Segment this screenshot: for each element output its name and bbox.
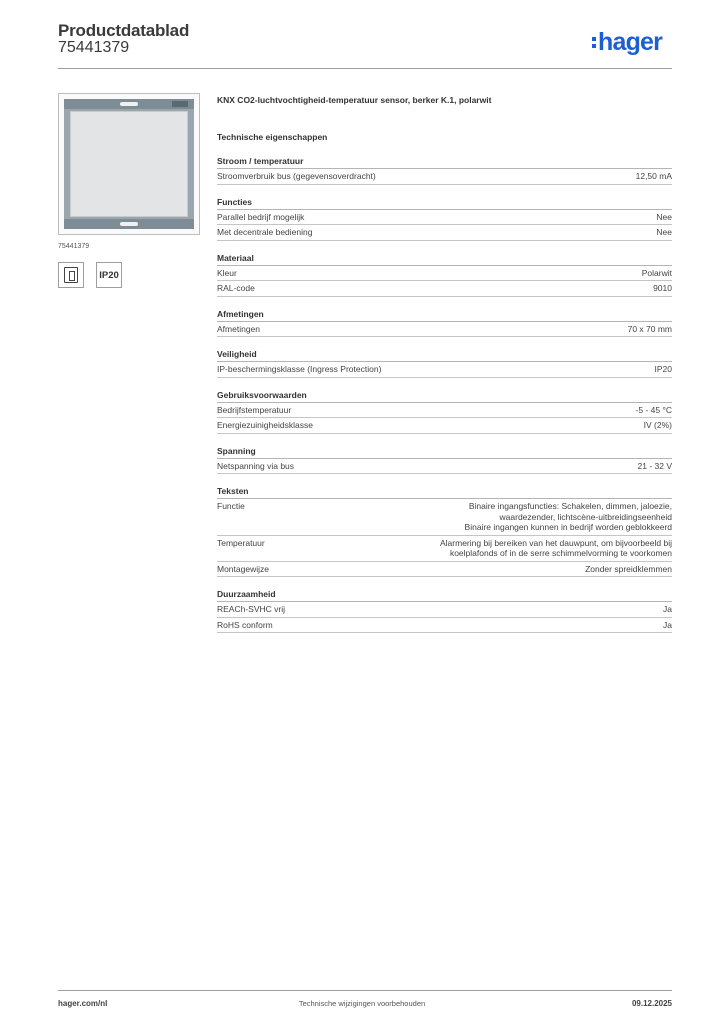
- property-label: RoHS conform: [217, 619, 273, 630]
- property-group: [217, 390, 672, 434]
- property-label: Netspanning via bus: [217, 460, 295, 471]
- property-label: Parallel bedrijf mogelijk: [217, 211, 305, 222]
- property-label: Met decentrale bediening: [217, 227, 313, 237]
- property-group: [217, 486, 672, 577]
- footer-disclaimer: Technische wijzigingen voorbehouden: [298, 999, 426, 1008]
- header-divider: [58, 68, 672, 69]
- section-heading: Technische eigenschappen: [217, 132, 328, 142]
- property-row: [217, 459, 672, 475]
- property-group: [217, 589, 672, 633]
- property-row: [217, 499, 672, 536]
- property-label: Afmetingen: [217, 323, 260, 334]
- property-value: 9010: [653, 283, 672, 293]
- property-row: [217, 602, 672, 618]
- property-value: 21 - 32 V: [637, 460, 672, 471]
- group-title: Afmetingen: [217, 309, 672, 322]
- group-title: Teksten: [217, 486, 672, 499]
- property-value: Alarmering bij bereiken van het dauwpunt, om bijvoorbeeld bij koelplafonds of in de serre schimmelvorming te voorkomen: [440, 537, 672, 558]
- property-value: IP20: [654, 364, 672, 374]
- property-value: Nee: [656, 227, 672, 237]
- property-value: 70 x 70 mm: [627, 323, 672, 334]
- property-group: [217, 446, 672, 475]
- group-title: Stroom / temperatuur: [217, 156, 672, 169]
- property-label: Bedrijfstemperatuur: [217, 404, 292, 415]
- group-title: Duurzaamheid: [217, 589, 672, 602]
- property-value: 12,50 mA: [635, 171, 672, 181]
- logo-dots-icon: [592, 37, 596, 48]
- specifications: [217, 95, 672, 633]
- property-row: [217, 362, 672, 378]
- property-value: Ja: [663, 604, 672, 614]
- property-row: [217, 210, 672, 226]
- knx-device-icon: [58, 262, 84, 288]
- property-row: [217, 536, 672, 562]
- article-number: 75441379: [58, 39, 130, 56]
- footer-website: hager.com/nl: [58, 999, 108, 1008]
- property-label: Energiezuinigheidsklasse: [217, 420, 313, 430]
- group-title: Gebruiksvoorwaarden: [217, 390, 672, 403]
- hager-logo: [592, 27, 662, 57]
- property-group: [217, 156, 672, 185]
- property-label: Montagewijze: [217, 563, 269, 574]
- property-row: [217, 169, 672, 185]
- property-value: Binaire ingangsfuncties: Schakelen, dimmen, jaloezie, waardezender, lichtscène-uitbreidingseenheid Binaire ingangen kunnen in bedrijf worden geblokkeerd: [464, 501, 672, 532]
- page-title: Productdatablad: [58, 21, 190, 40]
- product-description: KNX CO2-luchtvochtigheid-temperatuur sensor, berker K.1, polarwit: [217, 95, 492, 105]
- group-title: Materiaal: [217, 253, 672, 266]
- property-label: Stroomverbruik bus (gegevensoverdracht): [217, 171, 376, 181]
- image-caption: 75441379: [58, 243, 90, 250]
- property-value: Nee: [656, 211, 672, 222]
- property-label: Functie: [217, 501, 245, 511]
- group-title: Veiligheid: [217, 349, 672, 362]
- product-image: [58, 93, 200, 235]
- property-row: [217, 225, 672, 241]
- footer-divider: [58, 990, 672, 991]
- property-group: [217, 309, 672, 338]
- property-value: Ja: [663, 619, 672, 630]
- property-row: [217, 266, 672, 282]
- group-title: Spanning: [217, 446, 672, 459]
- property-group: [217, 349, 672, 378]
- property-row: [217, 403, 672, 419]
- property-label: Temperatuur: [217, 537, 265, 548]
- footer-date: 09.12.2025: [631, 999, 672, 1008]
- property-label: IP-beschermingsklasse (Ingress Protection): [217, 364, 382, 374]
- property-value: -5 - 45 °C: [635, 404, 672, 415]
- property-value: IV (2%): [643, 420, 672, 430]
- property-row: [217, 618, 672, 634]
- sensor-frame-illustration: [64, 99, 194, 229]
- property-row: [217, 322, 672, 338]
- property-group: [217, 253, 672, 297]
- logo-text: hager: [598, 27, 663, 56]
- property-groups: [217, 156, 672, 633]
- property-group: [217, 197, 672, 241]
- property-label: REACh-SVHC vrij: [217, 604, 286, 614]
- ip-rating-badge: IP20: [96, 262, 122, 288]
- property-row: [217, 418, 672, 434]
- group-title: Functies: [217, 197, 672, 210]
- property-label: Kleur: [217, 267, 237, 278]
- property-row: [217, 281, 672, 297]
- property-value: Zonder spreidklemmen: [585, 563, 672, 574]
- property-row: [217, 562, 672, 578]
- property-label: RAL-code: [217, 283, 255, 293]
- property-value: Polarwit: [641, 267, 672, 278]
